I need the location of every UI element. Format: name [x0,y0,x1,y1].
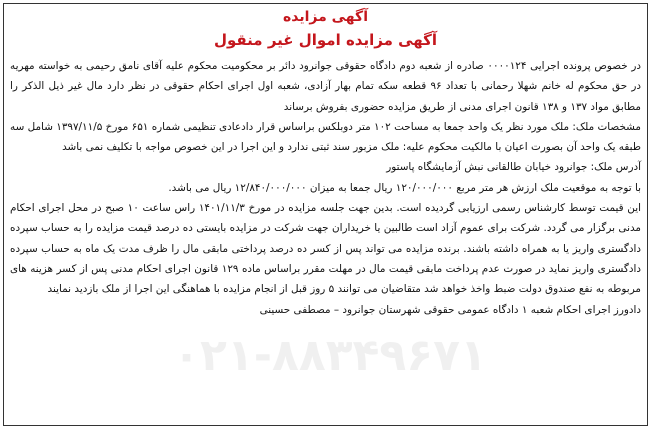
property-address: آدرس ملک: جوانرود خیابان طالقانی نبش آزمایشگاه پاستور [386,161,641,174]
notice-subtitle: آگهی مزایده اموال غیر منقول [213,31,438,49]
signature-line: دادورز اجرای احکام شعبه ۱ دادگاه عمومی حقوقی شهرستان جوانرود – مصطفی حسینی [259,303,641,316]
valuation-paragraph: با توجه به موقعیت ملک ارزش هر متر مربع ۱۲۰/۰۰۰/۰۰۰ ریال جمعا به میزان ۱۲/۸۴۰/۰۰۰/۰۰۰ ریال می باشد. [168,181,641,194]
auction-terms-paragraph: این قیمت توسط کارشناس رسمی ارزیابی گردیده است. بدین جهت جلسه مزایده در مورخ ۱۴۰۱/۱۱/۳ راس ساعت ۱۰ صبح در محل اجرای احکام مدنی برگزار می گردد. شرکت برای عموم آزاد است طالبین یا خریداران جهت شرکت در مزایده بایستی ده درصد قیمت مزایده را به حساب سپرده دادگستری واریز یا به همراه داشته باشند. برنده مزایده می تواند پس از کسر ده درصد پرداختی مابقی مال را ظرف مدت یک ماه به حساب سپرده دادگستری واریز نماید در صورت عدم پرداخت مابقی قیمت مال در مهلت مقرر براساس ماده ۱۲۹ قانون اجرای احکام مدنی پس از کسر هزینه های مربوطه به نفع صندوق دولت ضبط واخذ خواهد شد متقاضیان می توانند ۵ روز قبل از انجام مزایده با هماهنگی این اجرا از ملک بازدید نمایند [10,202,641,296]
case-paragraph: در خصوص پرونده اجرایی ۰۰۰۰۱۲۴ صادره از شعبه دوم دادگاه حقوقی جوانرود دائر بر محکومیت محکوم علیه آقای نامق رحیمی به خواسته مهریه در حق محکوم له خانم شهلا رحمانی با تعداد ۹۶ قطعه سکه تمام بهار آزادی، شعبه اول اجرای احکام حقوقی در نظر دارد مال غیر ذیل الذکر را مطابق مواد ۱۳۷ و ۱۳۸ قانون اجرای مدنی از طریق مزایده حضوری بفروش برساند [10,60,641,113]
property-specs-paragraph: مشخصات ملک: ملک مورد نظر یک واحد جمعا به مساحت ۱۰۲ متر دوبلکس براساس قرار دادعادی تنظیمی شماره ۶۵۱ مورخ ۱۳۹۷/۱۱/۵ شامل سه طبقه یک واحد آن بصورت اعیان با مالکیت محکوم علیه: ملک مزبور سند ثبتی ندارد و این اجرا در این خصوص مواجه با تکلیف نمی باشد [10,120,641,154]
notice-title: آگهی مزایده [282,9,368,25]
notice-body [10,56,641,320]
phone-watermark: ۰۲۱-۸۸۳۴۹۶۷۱ [173,330,487,381]
